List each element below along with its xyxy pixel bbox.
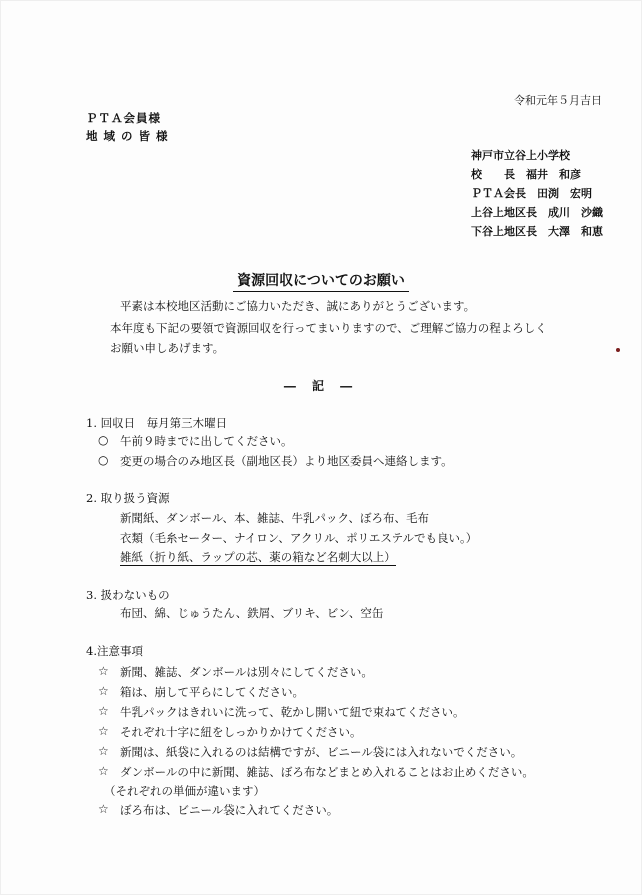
sender-kamitanigami-head: 上谷上地区長 成川 沙織 <box>471 206 603 219</box>
star-bullet-icon: ☆ <box>98 802 109 816</box>
ink-dot-mark <box>616 348 620 352</box>
section-2-line: 新聞紙、ダンボール、本、雑誌、牛乳パック、ぼろ布、毛布 <box>120 511 430 525</box>
intro-line-2: 本年度も下記の要領で資源回収を行ってまいりますので、ご理解ご協力の程よろしく <box>110 321 547 335</box>
recipient-community: 地 域 の 皆 様 <box>86 129 169 143</box>
recipient-pta: ＰＴＡ会員様 <box>86 111 161 125</box>
section-4-note: （それぞれの単価が違います） <box>104 784 265 798</box>
section-1-item: 午前９時までに出してください。 <box>120 434 293 448</box>
section-4-item: それぞれ十字に紐をしっかりかけてください。 <box>120 725 362 739</box>
sender-principal: 校 長 福井 和彦 <box>471 168 581 181</box>
section-4-heading: 4.注意事項 <box>86 644 143 658</box>
section-2-line: 衣類（毛糸セーター、ナイロン、アクリル、ポリエステルでも良い。） <box>120 531 478 545</box>
document-title <box>0 270 642 290</box>
star-bullet-icon: ☆ <box>98 664 109 678</box>
sender-shimotanigami-head: 下谷上地区長 大澤 和恵 <box>471 225 603 238</box>
section-4-item: 新聞、雑誌、ダンボールは別々にしてください。 <box>120 665 373 679</box>
intro-line-3: お願い申しあげます。 <box>110 341 225 355</box>
star-bullet-icon: ☆ <box>98 684 109 698</box>
star-bullet-icon: ☆ <box>98 704 109 718</box>
section-4-item: 牛乳パックはきれいに洗って、乾かし開いて紐で束ねてください。 <box>120 705 465 719</box>
sender-pta-chair: ＰＴＡ会長 田渕 宏明 <box>471 187 592 200</box>
section-4-item: 新聞は、紙袋に入れるのは結構ですが、ビニール袋には入れないでください。 <box>120 745 523 759</box>
zatsugami-text: 雑紙（折り紙、ラップの芯、薬の箱など名刺大以上） <box>120 550 396 564</box>
section-4-item: ぼろ布は、ビニール袋に入れてください。 <box>120 803 339 817</box>
section-4-item: 箱は、崩して平らにしてください。 <box>120 685 304 699</box>
section-3-line: 布団、綿、じゅうたん、鉄屑、ブリキ、ビン、空缶 <box>120 606 384 620</box>
intro-line-1: 平素は本校地区活動にご協力いただき、誠にありがとうございます。 <box>120 299 476 313</box>
section-2-line-underlined <box>120 549 396 565</box>
section-1-heading: 1. 回収日 毎月第三木曜日 <box>86 416 228 430</box>
issue-date: 令和元年５月吉日 <box>514 94 602 107</box>
section-4-item: ダンボールの中に新聞、雑誌、ぼろ布などまとめ入れることはお止めください。 <box>120 765 534 779</box>
section-1-item: 変更の場合のみ地区長（副地区長）より地区委員へ連絡します。 <box>120 454 453 468</box>
star-bullet-icon: ☆ <box>98 744 109 758</box>
ki-heading: ― 記 ― <box>283 379 359 393</box>
title-text: 資源回収についてのお願い <box>233 273 409 292</box>
bullet-circle-icon: ○ <box>98 453 109 467</box>
section-2-heading: 2. 取り扱う資源 <box>86 491 170 505</box>
bullet-circle-icon: ○ <box>98 433 109 447</box>
section-3-heading: 3. 扱わないもの <box>86 588 170 602</box>
sender-school: 神戸市立谷上小学校 <box>471 149 570 162</box>
star-bullet-icon: ☆ <box>98 724 109 738</box>
star-bullet-icon: ☆ <box>98 764 109 778</box>
